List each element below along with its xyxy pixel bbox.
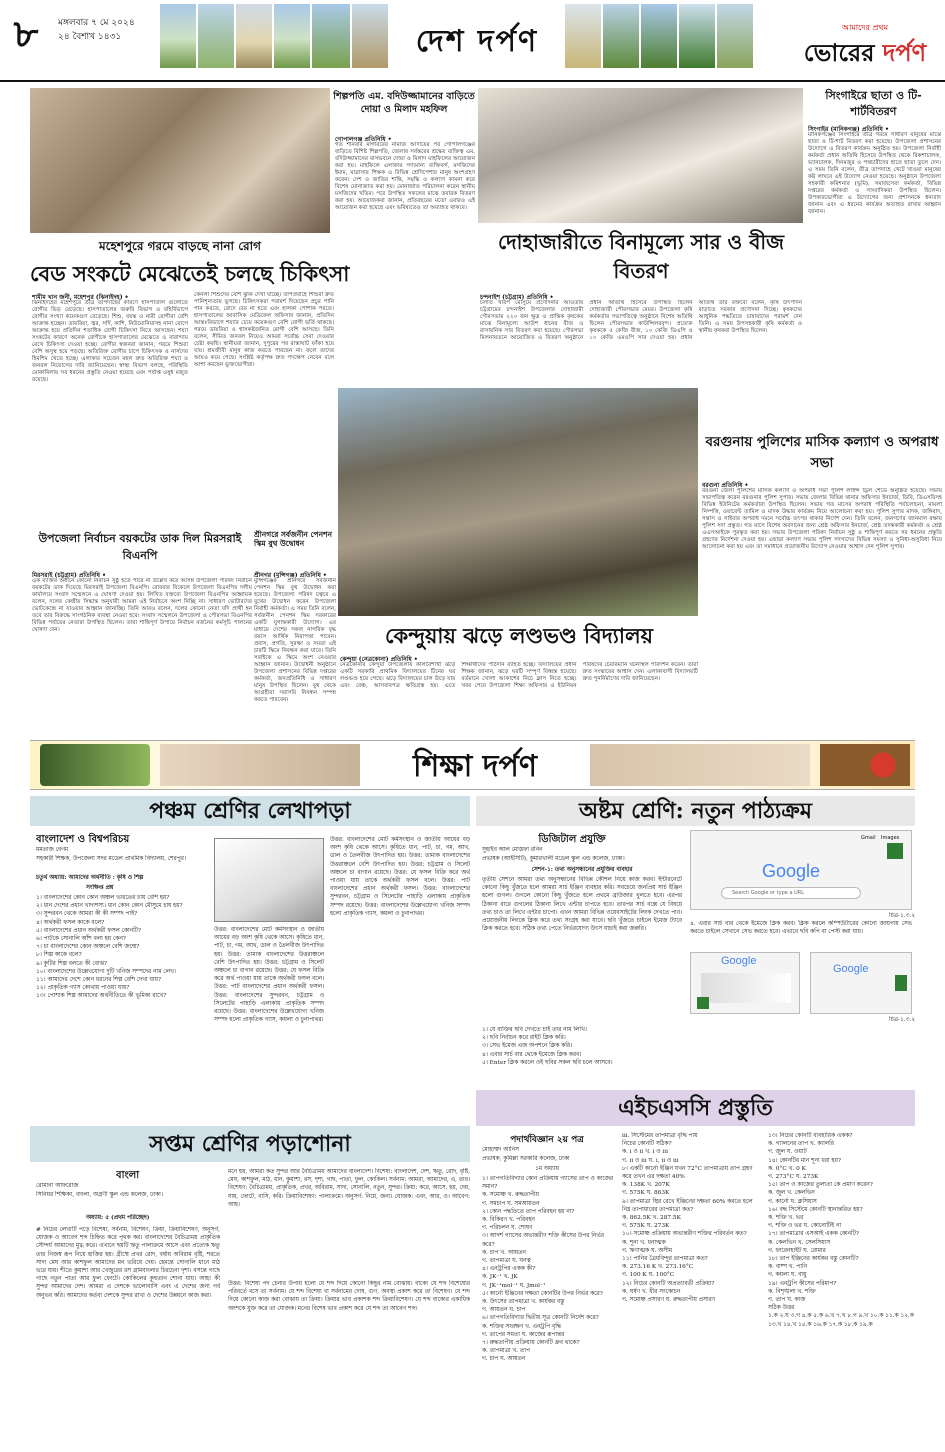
list-item: ক. জুল খ. কেলভিন (768, 1190, 815, 1197)
header-photo (160, 4, 198, 68)
list-item: ১২। নিচের কোনটি অপ্রত্যাবর্তী প্রক্রিয়া? (622, 1280, 715, 1287)
list-item: গ. সমোষ্ণ প্রসারণ ঘ. রুদ্ধতাপীয় প্রসারণ (622, 1297, 716, 1304)
section-title: দেশ দর্পণ (392, 14, 562, 70)
list-item: ক. শক্তির সংরক্ষণ খ. এনট্রপি বৃদ্ধি (482, 1323, 562, 1330)
list-item: ২। কোন পদ্ধতিতে তাপ পরিবহন হয় না? (482, 1208, 575, 1215)
hsc-teacher: মোহাম্মদ আনিস (482, 1147, 519, 1153)
srinagar-body: মুন্সিগঞ্জের শ্রীনগরে সর্বজনীন পেনশন স্কিম বুথ উদ্বোধন করা হয়েছে। উপজেলা পরিষদ চত্বরে এ বুথের উদ্বোধন করেন উপজেলা নির্বাহী কর্মকর্তা। এ সময় তিনি বলেন, সর্বজনীন পেনশন স্কিম সরকারের একটি যুগান্তকারী উদ্যোগ। এর মাধ্যমে দেশের সকল নাগরিক বৃদ্ধ বয়সে আর্থিক নিরাপত্তা পাবেন। প্রবাস, প্রগতি, সুরক্ষা ও সমতা এই চারটি স্কিমে নিবন্ধন করা যাবে। তিনি সবাইকে এ স্কিমে অংশ নেওয়ার আহ্বান জানান। উদ্বোধনী অনুষ্ঠানে উপজেলা প্রশাসনের বিভিন্ন দপ্তরের কর্মকর্তা, জনপ্রতিনিধি ও সাধারণ মানুষ উপস্থিত ছিলেন। বুথ থেকে আগ্রহীরা সরাসরি নিবন্ধন সম্পন্ন করতে পারবেন। (254, 578, 336, 703)
class7-body2: মনে হয়, আমরা কত সুন্দর আর বৈচিত্র্যময় আমাদের বাংলাদেশ। বিশেষ্য: বাংলাদেশ, দেশ, ঋতু, রোদ, বৃষ্টি, মেঘ, কাশফুল, মাঠ, ধান, কুয়াশা, রস, দৃশ্য, গাছ, পাতা, ফুল, কোকিল। সর্বনাম: আমরা, আমাদের, এ, তার। বিশেষণ: বৈচিত্র্যময়, প্রাকৃতিক, প্রখর, অবিরাম, সাদা, সোনালি, নতুন, সুন্দর। ক্রিয়া: করে, আসে, হয়, দেয়, যায়, ফোটে, বাসি, করি। ক্রিয়াবিশেষণ: পালাক্রমে। অনুসর্গ: নিয়ে, জন্য। যোজক: এবং, আর, ও। আবেগ: আহ। (228, 1169, 470, 1208)
list-item: ক. 0°C খ. 0 K (768, 1165, 806, 1172)
kendua-photo (338, 388, 698, 616)
google-screenshot (690, 830, 912, 910)
fig2-caption: চিত্র-১.৩.২ (889, 1017, 915, 1023)
list-item: ৩। সেভ ইমেজ এজ অপশনে ক্লিক করি। (482, 1043, 573, 1050)
list-item: গ. ঋণাত্মক ঘ. অসীম (622, 1247, 672, 1254)
list-item: গ. তাপ ঘ. কাজ (768, 1297, 806, 1304)
kendua-body: নেত্রকোনার কেন্দুয়া উপজেলায় কালবৈশাখী ঝড়ে একটি সরকারি প্রাথমিক বিদ্যালয়ের টিনের ঘর লণ্ডভণ্ড হয়ে গেছে। ঝড়ে বিদ্যালয়ের চাল উড়ে যায় এবং বেঞ্চ, আসবাবপত্র ক্ষতিগ্রস্ত হয়। এতে শিক্ষার্থীদের পাঠদান ব্যাহত হচ্ছে। বিদ্যালয়ের প্রধান শিক্ষক জানান, ঝড়ে ঘরটি সম্পূর্ণ বিধ্বস্ত হয়েছে। বর্তমানে খোলা আকাশের নিচে ক্লাস নিতে হচ্ছে। খবর পেয়ে উপজেলা শিক্ষা অফিসার ও ইউনিয়ন পরিষদের চেয়ারম্যান ঘটনাস্থল পরিদর্শন করেন। তারা দ্রুত সংস্কারের আশ্বাস দেন। এলাকাবাসী বিদ্যালয়টি দ্রুত পুনর্নির্মাণের দাবি জানিয়েছেন। (340, 662, 698, 689)
class8-title: অষ্টম শ্রেণি: নতুন পাঠ্যক্রম (476, 796, 915, 826)
class8-teacher: সুহাইব আল মোস্তফা রনিন (482, 847, 543, 853)
page-number: ৮ (6, 6, 46, 62)
list-item: ১৮। তাপ ইঞ্জিনের কার্যকর বস্তু কোনটি? (768, 1256, 859, 1263)
class8-body: তৃতীয় সেশনে আমরা তথ্য অনুসন্ধানের বিভিন্ন কৌশল নিয়ে কাজ করব। ইন্টারনেটে কোনো কিছু খুঁজতে হলে আমরা সার্চ ইঞ্জিন ব্যবহার করি। সবচেয়ে জনপ্রিয় সার্চ ইঞ্জিন হলো গুগল। গুগলে কোনো কিছু খুঁজতে হলে প্রথমে ব্রাউজার খুলতে হবে। এরপর ঠিকানা বারে গুগলের ঠিকানা লিখে এন্টার চাপতে হবে। তারপর সার্চ বক্সে যে বিষয়ে তথ্য চাও তা লিখে এন্টার চাপো। এখন আমরা বিভিন্ন ওয়েবসাইটের লিংক দেখতে পাব। প্রয়োজনীয় লিংকে ক্লিক করে তথ্য সংগ্রহ করা যাবে। ছবি খুঁজতে চাইলে ইমেজ ট্যাবে ক্লিক করতে হবে। সঠিক তথ্য পেতে নির্ভরযোগ্য উৎস যাচাই করা জরুরি। (482, 877, 682, 933)
header-photo (352, 4, 390, 68)
dohazari-byline: চন্দনাইশ (চট্টগ্রাম) প্রতিনিধি • (480, 294, 554, 300)
heat-headline: বেড সংকটে মেঝেতেই চলছে চিকিৎসা (30, 261, 350, 286)
heat-byline: শামীম খান জনী, মহেশপুর (ঝিনাইদহ) • (32, 294, 129, 300)
list-item: ১.ক ২.ঘ ৩.গ ৪.ক ৫.ক ৬.খ ৭.খ ৮.গ ৯.খ ১০.ক ১১.ক ১২.ক ১৩.খ ১৪.খ ১৫.ক ১৬.ক ১৭.ক ১৮.ক ১৯.ক (768, 1313, 914, 1328)
list-item: ২। ছবি নির্বাচন করে রাইট ক্লিক করি। (482, 1035, 566, 1042)
class7-body3: উত্তর: বিশেষ্য পদ চেনার উপায় হলো যে শব্দ দিয়ে কোনো কিছুর নাম বোঝায়। বাক্যে যে শব্দ বিশেষ্যের পরিবর্তে বসে তা সর্বনাম। যে শব্দ বিশেষ্য বা সর্বনামের দোষ, গুণ, অবস্থা প্রকাশ করে তা বিশেষণ। যে শব্দ দিয়ে কোনো কাজ করা বোঝায় তা ক্রিয়া। ক্রিয়ার ভাব প্রকাশক শব্দ ক্রিয়াবিশেষণ। যে শব্দ বাক্যের একাধিক অংশকে যুক্ত করে তা যোজক। মনের বিশেষ ভাব প্রকাশ করে যে শব্দ তা আবেগ শব্দ। (228, 1281, 470, 1312)
google-logo: Google (833, 963, 869, 975)
list-item: ১৩। পোশাক শিল্প আমাদের অর্থনীতিতে কী ভূমিকা রাখে? (36, 993, 167, 1000)
list-item: iii. সিস্টেমের তাপমাত্রা বৃদ্ধি পায় (622, 1133, 698, 1139)
list-item: ক. সমোষ্ণ খ. রুদ্ধতাপীয় (482, 1192, 539, 1199)
fig1-caption: চিত্র-১.৩.২ (889, 913, 915, 919)
list-item: সঠিক উত্তর (768, 1305, 795, 1312)
heat-kicker: মহেশপুরে গরমে বাড়ছে নানা রোগ (98, 239, 262, 253)
list-item: ৬। পাটকে সোনালি আঁশ বলা হয় কেন? (36, 936, 126, 943)
list-item: গ. আয়তন ঘ. চাপ (482, 1307, 526, 1314)
doa-headline: শিল্পপতি এম. বদিউজ্জামানের বাড়িতে দোয়া ও মিলাদ মহফিল (333, 91, 475, 115)
hsc-subject: পদার্থবিজ্ঞান ২য় পত্র (510, 1135, 584, 1144)
list-item: গ. JK⁻¹mol⁻¹ ঘ. Jmol⁻¹ (482, 1282, 546, 1289)
list-item: ১৫। তাপ ও কাজের তুল্যতা কে প্রমাণ করেন? (768, 1182, 873, 1189)
list-item: ১২। প্রাকৃতিক গ্যাস কোথায় পাওয়া যায়? (36, 985, 130, 992)
list-item: ৫। কার্নো ইঞ্জিনের দক্ষতা কোনটির উপর নির্ভর করে? (482, 1290, 603, 1297)
date-gregorian: মঙ্গলবার ৭ মে ২০২৪ (58, 18, 135, 28)
barguna-headline: বরগুনায় পুলিশের মাসিক কল্যাণ ও অপরাধ সভা (705, 434, 939, 471)
logo-tagline: আমাদের প্রথম (841, 23, 889, 32)
list-item: ক. 862.5K খ. 287.5K (622, 1215, 681, 1222)
google-search-box: Search Google or type a URL (721, 887, 861, 899)
list-item: ১৪। কোনটির মান শূন্য ধরা হয়? (768, 1157, 841, 1164)
header-photo (236, 4, 274, 68)
list-item: গ. পরিচলন ঘ. শোষণ (482, 1225, 533, 1232)
srinagar-byline: শ্রীনগর (মুন্সিগঞ্জ) প্রতিনিধি • (254, 572, 327, 578)
hsc-col2 (622, 1132, 762, 1446)
list-item: গ. জুল ঘ. ওয়াট (768, 1149, 807, 1156)
newspaper-logo (790, 22, 940, 66)
list-item: ৩। সুন্দরবন থেকে আমরা কী কী সম্পদ পাই? (36, 911, 138, 918)
singair-body: মানিকগঞ্জের সিংগাইরে তীব্র গরমে সাধারণ মানুষের মাঝে ছাতা ও টি-শার্ট বিতরণ করা হয়েছে। উপজেলা প্রশাসনের উদ্যোগে এ বিতরণ কার্যক্রম অনুষ্ঠিত হয়। উপজেলা নির্বাহী কর্মকর্তা প্রধান অতিথি হিসেবে উপস্থিত থেকে রিকশাচালক, ভ্যানচালক, দিনমজুর ও পথচারীদের হাতে ছাতা তুলে দেন। এ সময় তিনি বলেন, তীব্র তাপদাহে খেটে খাওয়া মানুষের কষ্ট লাঘবে এই উদ্যোগ নেওয়া হয়েছে। অনুষ্ঠানে উপজেলা সহকারী কমিশনার (ভূমি), সমাজসেবা কর্মকর্তা, বিভিন্ন দপ্তরের কর্মকর্তা ও সাংবাদিকরা উপস্থিত ছিলেন। উপকারভোগীরা এ উদ্যোগের জন্য প্রশাসনকে ধন্যবাদ জানান এবং এ ধরনের কার্যক্রম অব্যাহত রাখার আহ্বান জানান। (808, 132, 941, 215)
list-item: ক. ঘর্ষণ খ. ধীর সংকোচন (622, 1288, 681, 1295)
hospital-photo (30, 88, 330, 233)
header-photo (679, 4, 717, 68)
images-link: Images (881, 835, 900, 841)
heat-body-col2: কেনলা শিশুদের বেশি ঝুঁকি দেখা যাচ্ছে। তাপপ্রবাহে শিশুরা দ্রুত পানিশূন্যতায় ভুগছে। চিকিৎসকরা পরামর্শ দিয়েছেন প্রচুর পানি পান করতে, রোদে বের না হতে এবং হালকা পোশাক পরতে। হাসপাতালের আবাসিক মেডিকেল অফিসার জানান, প্রতিদিন আন্তঃবিভাগে শয্যার চেয়ে কয়েকগুণ বেশি রোগী ভর্তি থাকছে। গরমে ডায়রিয়া ও শ্বাসকষ্টজনিত রোগী বেশি আসছে। তিনি বলেন, সীমিত জনবল নিয়েও আমরা সর্বোচ্চ সেবা দেওয়ার চেষ্টা করছি। স্থানীয়রা জানান, দুপুরের পর রাস্তাঘাট ফাঁকা হয়ে যায়। শ্রমজীবী মানুষ কাজ করতে পারছেন না। ফলে তাদের আয়ও কমে গেছে। সংশ্লিষ্ট কর্তৃপক্ষ দ্রুত পদক্ষেপ নেবেন বলে আশা করছেন ভুক্তভোগীরা। (194, 292, 334, 368)
list-item: ১০। বাংলাদেশের উল্লেখযোগ্য দুটি খনিজ সম্পদের নাম লেখ। (36, 968, 176, 975)
class8-section: সেশন-১: তথ্য অনুসন্ধানের প্রযুক্তির ব্যবহার (531, 867, 633, 873)
heat-body-col1: ঝিনাইদহের মহেশপুরে তীব্র তাপদাহের কারণে হাসপাতাল গুলোতে রোগীর ভিড় বেড়েছে। হাসপাতালের জরুরি বিভাগ ও বহির্বিভাগে রোগীর সংখ্যা কয়েকগুণ বেড়েছে। শিশু, বয়স্ক ও নারী রোগীরা বেশি আক্রান্ত হচ্ছেন। ডায়রিয়া, জ্বর, সর্দি, কাশি, নিউমোনিয়াসহ নানা রোগে আক্রান্ত হয়ে প্রতিদিন শতাধিক রোগী চিকিৎসা নিতে আসছেন। শয্যা সংকটের কারণে অনেক রোগীকে হাসপাতালের মেঝেতে ও বারান্দায় রেখে চিকিৎসা দেওয়া হচ্ছে। রোগীর স্বজনরা জানান, গরমে শিশুরা বেশি অসুস্থ হয়ে পড়ছে। অতিরিক্ত রোগীর চাপে চিকিৎসক ও নার্সদের হিমশিম খেতে হচ্ছে। এলাকার সচেতন মহল দ্রুত অতিরিক্ত শয্যা ও জনবল নিয়োগের দাবি জানিয়েছেন। স্বাস্থ্য বিভাগ বলছে, পরিস্থিতি মোকাবিলায় সব ধরনের প্রস্তুতি নেওয়া হয়েছে এবং পর্যাপ্ত ওষুধ মজুত রয়েছে। (32, 300, 188, 383)
dohazari-photo (478, 88, 803, 223)
class5-section: সংক্ষিপ্ত প্রশ্ন (86, 885, 114, 891)
class5-chapter: চতুর্থ অধ্যায়: আমাদের অর্থনীতি : কৃষি ও শিল্প (36, 875, 144, 881)
apple-books-icon (820, 744, 910, 786)
class5-answers-col2: উত্তর: বাংলাদেশের মোট কর্মসংস্থান ও জাতীয় আয়ের বড় অংশ কৃষি থেকে আসে। কৃষিতে ধান, পাট, চা, গম, আখ, ডাল ও তৈলবীজ উৎপাদিত হয়। উত্তর: তামাক বাংলাদেশের উত্তরাঞ্চলে বেশি উৎপাদিত হয়। উত্তর: চট্টগ্রাম ও সিলেট অঞ্চলে চা বাগান রয়েছে। উত্তর: যে ফসল বিক্রি করে অর্থ পাওয়া যায় তাকে অর্থকরী ফসল বলে। উত্তর: পাট বাংলাদেশের প্রধান অর্থকরী ফসল। উত্তর: বাংলাদেশের সুন্দরবন, চট্টগ্রাম ও সিলেটের পাহাড়ি এলাকায় প্রাকৃতিক সম্পদ রয়েছে। উত্তর: বাংলাদেশের উল্লেখযোগ্য খনিজ সম্পদ হলো প্রাকৃতিক গ্যাস, কয়লা ও চুনাপাথর। (214, 927, 324, 1024)
list-item: ৪। এনট্রপির একক কী? (482, 1266, 536, 1273)
list-item: ক. কেলভিন খ. সেলসিয়াস (768, 1239, 831, 1246)
class7-title: সপ্তম শ্রেণির পড়াশোনা (30, 1126, 470, 1162)
list-item: গ. কার্নো ঘ. ক্লসিয়াস (768, 1198, 817, 1205)
class5-questions (36, 894, 206, 1134)
class7-designation: সিনিয়র শিক্ষিকা, বাংলা, অগ্রণী স্কুল এন্ড কলেজ, ঢাকা। (36, 1192, 163, 1198)
page-header (0, 0, 945, 82)
list-item: গ. 100 K ঘ. 100°C (622, 1272, 675, 1279)
google-logo: Google (761, 861, 821, 881)
class5-subject: বাংলাদেশ ও বিশ্বপরিচয় (36, 834, 130, 844)
google-logo: Google (721, 955, 757, 967)
header-photo (717, 4, 755, 68)
list-item: গ. ফারেনহাইট ঘ. রোমার (768, 1247, 826, 1254)
search-results (701, 973, 791, 1003)
list-item: ক. 138K খ. 207K (622, 1182, 670, 1189)
mirsarai-body: এক ব্যক্তির অধীনে কোনো নির্বাচন সুষ্ঠু হতে পারে না উল্লেখ করে আসন্ন উপজেলা পরিষদ নির্বাচন বয়কটের ডাক দিয়েছে মিরসরাই উপজেলা বিএনপি। রোববার বিকেলে উপজেলা বিএনপির দলীয় কার্যালয়ে সংবাদ সম্মেলনে এ ঘোষণা দেওয়া হয়। লিখিত বক্তব্যে উপজেলা বিএনপির আহ্বায়ক বলেন, দলের কেন্দ্রীয় সিদ্ধান্ত অনুযায়ী আমরা এই নির্বাচনে অংশ নিচ্ছি না। সাধারণ ভোটারদের ভোটকেন্দ্রে না যাওয়ার আহ্বান জানাচ্ছি। তিনি আরও বলেন, দলের কোনো নেতা যদি প্রার্থী হন তবে তার বিরুদ্ধে সাংগঠনিক ব্যবস্থা নেওয়া হবে। সংবাদ সম্মেলনে উপজেলা ও পৌরসভা বিএনপির বিভিন্ন পর্যায়ের নেতারা উপস্থিত ছিলেন। তারা শান্তিপূর্ণ উপায়ে নির্বাচন বর্জনের কর্মসূচি পালনের ঘোষণা দেন। (32, 578, 252, 633)
header-photo (274, 4, 312, 68)
list-item: ১৬। বদ্ধ সিস্টেমে কোনটি স্থানান্তরিত হয়? (768, 1206, 863, 1213)
arrow-down-icon (895, 975, 907, 991)
list-item: ক. i ও ii খ. i ও iii (622, 1149, 668, 1156)
header-photo (312, 4, 352, 68)
singair-headline: সিংগাইরে ছাতা ও টি-শার্টবিতরণ (825, 89, 922, 118)
list-item: ৯। কুটির শিল্প বলতে কী বোঝ? (36, 960, 108, 967)
list-item: ৮। শিল্প কাকে বলে? (36, 952, 82, 959)
class8-designation: প্রভাষক (আইসিটি), কুমারখালী মডেল স্কুল এন্ড কলেজ, ঢাকা। (482, 856, 625, 862)
list-item: গ. কয়লা ঘ. বায়ু (768, 1272, 807, 1279)
mirsarai-byline: মিরসরাই (চট্টগ্রাম) প্রতিনিধি • (32, 572, 106, 578)
hsc-designation: প্রভাষক, কুমিল্লা সরকারি কলেজ, ঢাকা (482, 1156, 570, 1162)
date-bengali: ২৪ বৈশাখ ১৪৩১ (58, 32, 122, 42)
barguna-body: বরগুনা জেলা পুলিশের মাসিক কল্যাণ ও অপরাধ সভা পুলিশ লাইন্স ড্রিল শেডে অনুষ্ঠিত হয়েছে। সভায় সভাপতিত্ব করেন বরগুনার পুলিশ সুপার। সভায় জেলার বিভিন্ন থানার অফিসার ইনচার্জ, ডিবি, ডিএসবিসহ বিভিন্ন ইউনিটের কর্মকর্তারা উপস্থিত ছিলেন। সভায় গত মাসের অপরাধ পরিস্থিতি পর্যালোচনা, মামলা নিষ্পত্তি, ওয়ারেন্ট তামিল ও মাদক উদ্ধার কার্যক্রম নিয়ে আলোচনা করা হয়। পুলিশ সুপার মাদক, জঙ্গিবাদ, সন্ত্রাস ও সাইবার অপরাধ দমনে সর্বোচ্চ তৎপর থাকার নির্দেশ দেন। তিনি বলেন, জনগণের জানমাল রক্ষায় পুলিশ সদা প্রস্তুত। গত মাসে বিশেষ অবদানের জন্য শ্রেষ্ঠ অফিসার ইনচার্জ, শ্রেষ্ঠ তদন্তকারী কর্মকর্তা ও শ্রেষ্ঠ এএসআইকে পুরস্কৃত করা হয়। সভায় উপজেলা পরিষদ নির্বাচন সুষ্ঠু ও শান্তিপূর্ণ করতে সব ধরনের প্রস্তুতি গ্রহণের নির্দেশনা দেওয়া হয়। এছাড়া কল্যাণ সভায় পুলিশ সদস্যদের বিভিন্ন সমস্যা ও সুবিধা-অসুবিধা নিয়ে আলোচনা করা হয় এবং তা সমাধানে প্রয়োজনীয় উদ্যোগ নেওয়ার আশ্বাস দেন পুলিশ সুপার। (702, 488, 942, 550)
list-item: ১। যে ব্যক্তির ছবি দেখতে চাই তার নাম লিখি। (482, 1027, 587, 1033)
list-item: ৭। রুদ্ধতাপীয় প্রক্রিয়ায় কোনটি ধ্রুব থাকে? (482, 1340, 580, 1347)
barguna-byline: বরগুনা প্রতিনিধি • (702, 482, 749, 488)
class5-answers-col3: উত্তর: বাংলাদেশের মোট কর্মসংস্থান ও জাতীয় আয়ের বড় অংশ কৃষি থেকে আসে। কৃষিতে ধান, পাট, চা, গম, আখ, ডাল ও তৈলবীজ উৎপাদিত হয়। উত্তর: তামাক বাংলাদেশের উত্তরাঞ্চলে বেশি উৎপাদিত হয়। উত্তর: চট্টগ্রাম ও সিলেট অঞ্চলে চা বাগান রয়েছে। উত্তর: যে ফসল বিক্রি করে অর্থ পাওয়া যায় তাকে অর্থকরী ফসল বলে। উত্তর: পাট বাংলাদেশের প্রধান অর্থকরী ফসল। উত্তর: বাংলাদেশের সুন্দরবন, চট্টগ্রাম ও সিলেটের পাহাড়ি এলাকায় প্রাকৃতিক সম্পদ রয়েছে। উত্তর: বাংলাদেশের উল্লেখযোগ্য খনিজ সম্পদ হলো প্রাকৃতিক গ্যাস, কয়লা ও চুনাপাথর। (330, 837, 470, 917)
class8-steps (482, 1026, 682, 1086)
kendua-headline: কেন্দুয়ায় ঝড়ে লণ্ডভণ্ড বিদ্যালয় (385, 623, 653, 648)
list-item: ক. তাপমাত্রা খ. তাপ (482, 1348, 530, 1355)
arrow-down-icon (697, 997, 709, 1009)
list-item: ১। বাংলাদেশের কোন কোন অঞ্চল ভারতের চায় বেশি হয়? (36, 895, 170, 901)
header-photo (198, 4, 236, 68)
list-item: গ. 575K ঘ. 863K (622, 1190, 670, 1197)
logo-wordmark (790, 35, 940, 66)
list-item: ক. উৎসের তাপমাত্রা খ. কার্যকর বস্তু (482, 1299, 565, 1306)
list-item: গ. শক্তি ও ভর ঘ. কোনোটিই না (768, 1223, 842, 1230)
google-images-screenshot (810, 952, 912, 1014)
list-item: ৩। আদর্শ গ্যাসের অভ্যন্তরীণ শক্তি কীসের উপর নির্ভর করে? (482, 1233, 604, 1248)
list-item: ২। ধান দেশের প্রধান খাদ্যশস্য। ধান কোন কোন মৌসুমে চাষ হয়? (36, 903, 183, 910)
list-item: ৪। এবার সার্চ বার থেকে ইমেজে ক্লিক করব। (482, 1051, 582, 1058)
student-sketch-image (214, 838, 324, 922)
gmail-link: Gmail (861, 835, 876, 841)
class5-designation: সহকারী শিক্ষক, উপজেলা সদর মডেল প্রাথমিক বিদ্যালয়, শেরপুর। (36, 856, 186, 862)
class8-caption-right: ৪. এবার সার্চ বার থেকে ইমেজে ক্লিক করব। ক্লিক করলে কম্পিউটারের কোনো জায়গায় সেভ করতে চাইলে সেখানে সেভ করতে হবে। এভাবে ছবি কপি বা পেস্ট করা যায়। (690, 921, 912, 936)
list-item: ৫। বাংলাদেশের প্রধান অর্থকরী ফসল কোনটি? (36, 927, 142, 934)
header-photo (603, 4, 641, 68)
class5-teacher: মমতাজ বেগম (36, 847, 69, 853)
list-item: ১৭। তাপমাত্রার এসআই একক কোনটি? (768, 1231, 859, 1238)
list-item: ক. বিশৃঙ্খলা খ. শক্তি (768, 1288, 816, 1295)
list-item: ১১। পানির ত্রৈধবিন্দুর তাপমাত্রা কত? (622, 1256, 708, 1263)
singair-byline: সিংগাইর (মানিকগঞ্জ) প্রতিনিধি • (808, 126, 889, 132)
doa-body: গত শনিবার মাগরিবের নামাজ আদায়ের পর গোপালগঞ্জের বাড়িতে বিশিষ্ট শিল্পপতি, জেলার সর্বস্তরের শ্রদ্ধেয় ব্যক্তিত্ব এম. বদিউজ্জামানের বাসভবনে দোয়া ও মিলাদ মাহফিলের আয়োজন করা হয়। মাহফিলে এলাকার গণ্যমান্য ব্যক্তিবর্গ, মসজিদের ইমাম, মাদ্রাসার শিক্ষক ও বিভিন্ন শ্রেণিপেশার মানুষ অংশগ্রহণ করেন। দেশ ও জাতির শান্তি, সমৃদ্ধি ও কল্যাণ কামনা করে বিশেষ মোনাজাত করা হয়। মোনাজাত পরিচালনা করেন স্থানীয় মসজিদের খতিব। পরে উপস্থিত সকলের মাঝে তবারক বিতরণ করা হয়। আয়োজকরা জানান, প্রতিবছরের মতো এবারও এই আয়োজন করা হয়েছে এবং ভবিষ্যতেও তা অব্যাহত থাকবে। (335, 142, 475, 211)
header-photo (565, 4, 603, 68)
list-item: ৮। একটি কার্নো ইঞ্জিন যখন 72°C তাপমাত্রায় তাপ গ্রহণ করে তখন এর দক্ষতা 40% (622, 1165, 753, 1181)
list-item: ৬। তাপগতিবিদ্যার দ্বিতীয় সূত্র কোনটি নির্দেশ করে? (482, 1315, 599, 1322)
list-item: ক. JK⁻¹ খ. JK (482, 1274, 518, 1281)
list-item: ১০। সমোষ্ণ প্রক্রিয়ায় অভ্যন্তরীণ শক্তির পরিবর্তন কত? (622, 1231, 747, 1238)
class7-body1: # নিচের লেখাটি পড়ে বিশেষ্য, সর্বনাম, বিশেষণ, ক্রিয়া, ক্রিয়াবিশেষণ, অনুসর্গ, যোজক ও আবেগ শব্দ চিহ্নিত করে পৃথক কর। বাংলাদেশের বৈচিত্র্যময় প্রাকৃতিক সৌন্দর্য আমাদের মুগ্ধ করে। এখানে ছয়টি ঋতু পালাক্রমে আসে এবং প্রত্যেক ঋতু তার নিজস্ব রূপ নিয়ে হাজির হয়। গ্রীষ্মে প্রখর রোদ, বর্ষায় অবিরাম বৃষ্টি, শরতে সাদা মেঘ আর কাশফুল আমাদের মন ভরিয়ে দেয়। হেমন্তে সোনালি ধানে মাঠ ভরে যায়। শীতে কুয়াশা আর খেজুরের রস গ্রামবাংলার চিরচেনা দৃশ্য। বসন্তে গাছে গাছে নতুন পাতা আর ফুল ফোটে। কোকিলের কুহুতান শোনা যায়। আহ! কী সুন্দর আমাদের দেশ। আমরা এ দেশকে ভালোবাসি এবং এ দেশের জন্য গর্ব অনুভব করি। আমাদের কর্তব্য দেশকে সুন্দর রাখা ও দেশের উন্নয়নে কাজ করা। (36, 1227, 220, 1299)
logo-part-1: ভোরের (803, 38, 875, 66)
dohazari-body: চলতি খরিপ মৌসুমে প্রণোদনার আওতায় চট্টগ্রামের চন্দনাইশ উপজেলার দোহাজারী পৌরসভায় ২২০ জন ক্ষুদ্র ও প্রান্তিক কৃষকের মাঝে বিনামূল্যে আউশ ধানের বীজ ও রাসায়নিক সার বিতরণ করা হয়েছে। পৌরসভা মিলনায়তনে আয়োজিত এ বিতরণ অনুষ্ঠানে প্রধান অতিথি হিসেবে উপস্থিত ছিলেন দোহাজারী পৌরসভার মেয়র। উপজেলা কৃষি কর্মকর্তার সভাপতিত্বে অনুষ্ঠানে বিশেষ অতিথি ছিলেন পৌরসভার কাউন্সিলরবৃন্দ। প্রত্যেক কৃষককে ৫ কেজি বীজ, ১০ কেজি ডিএপি ও ১০ কেজি এমওপি সার দেওয়া হয়। প্রধান অতিথি তার বক্তব্যে বলেন, কৃষি উৎপাদন বাড়াতে সরকার প্রণোদনা দিচ্ছে। কৃষকদের আধুনিক পদ্ধতিতে চাষাবাদের পরামর্শ দেন তিনি। এ সময় উপসহকারী কৃষি কর্মকর্তা ও স্থানীয় কৃষকরা উপস্থিত ছিলেন। (480, 300, 802, 341)
list-item: গ. ii ও iii ঘ. i, ii ও iii (622, 1157, 679, 1164)
doa-byline: গোপালগঞ্জ প্রতিনিধি • (335, 136, 392, 142)
graduation-cap-icon (40, 744, 150, 786)
students-photo (590, 744, 810, 786)
list-item: ১। তাপগতিবিদ্যার কোন প্রক্রিয়ায় গ্যাসের তাপ ও কাজের সমান? (482, 1176, 614, 1191)
hsc-col3 (768, 1132, 914, 1446)
google-results-screenshot (690, 952, 800, 1014)
list-item: গ. 575K ঘ. 273K (622, 1223, 670, 1230)
class7-subject: বাংলা (116, 1170, 140, 1180)
list-item: গ. 273°C ঘ. 273K (768, 1174, 819, 1181)
list-item: ক. শূন্য খ. ধনাত্মক (622, 1239, 666, 1246)
students-photo (160, 744, 360, 786)
list-item: গ. সমচাপ ঘ. সমআয়তন (482, 1200, 540, 1207)
list-item: ১১। আমাদের দেশে কোন ধরনের শিল্প বেশি দেখা যায়? (36, 977, 162, 984)
list-item: ক. শক্তি খ. ভর (768, 1215, 804, 1222)
list-item: ৭। চা বাংলাদেশের কোন অঞ্চলে বেশি জন্মে? (36, 944, 140, 951)
class7-teacher: রোমানা আফরোজ (36, 1183, 79, 1189)
logo-part-2: দর্পণ (882, 38, 927, 66)
list-item: ক. বিকিরণ খ. পরিবহন (482, 1217, 535, 1224)
srinagar-headline: শ্রীনগরে সর্বজনীন পেনশন স্কিম বুথ উদ্বোধন (254, 530, 333, 548)
list-item: ক. বাষ্প খ. পানি (768, 1264, 808, 1271)
list-item: ৫। Enter ক্লিক করলে ওই ছবির সকল ছবি চলে আসবে। (482, 1059, 613, 1066)
issue-date (58, 16, 153, 56)
list-item: গ. তাপের সমতা ঘ. কাজের রূপান্তর (482, 1331, 565, 1338)
list-item: নিচের কোনটি সঠিক? (622, 1141, 672, 1148)
header-rule (0, 80, 945, 82)
list-item: ১৩। নিচের কোনটি ব্যবহারিক একক? (768, 1133, 853, 1139)
list-item: গ. তাপমাত্রা ঘ. ঘনত্ব (482, 1258, 531, 1265)
class7-chapter: অধ্যায়: ৫ (প্রথম পরিচ্ছেদ) (86, 1215, 150, 1221)
hsc-col1 (482, 1175, 617, 1445)
dohazari-headline: দোহাজারীতে বিনামূল্যে সার ও বীজ বিতরণ (498, 230, 784, 283)
header-photo (641, 4, 679, 68)
list-item: ৪। অর্থকরী ফসল কাকে বলে? (36, 919, 105, 926)
list-item: ৯। তাপমাত্রা স্থির রেখে ইঞ্জিনের দক্ষতা 60% করতে হলে নিম্ন তাপাধারের তাপমাত্রা কত? (622, 1198, 753, 1213)
kendua-byline: কেন্দুয়া (নেত্রকোনা) প্রতিনিধি • (340, 656, 418, 662)
list-item: ১৯। এনট্রপি কীসের পরিমাপ? (768, 1280, 837, 1287)
class8-subject: ডিজিটাল প্রযুক্তি (538, 834, 606, 844)
mirsarai-headline: উপজেলা নির্বাচন বয়কটের ডাক দিল মিরসরাই বিএনপি (38, 532, 242, 562)
list-item: গ. চাপ ঘ. আয়তন (482, 1356, 526, 1363)
education-title: শিক্ষা দর্পণ (412, 749, 538, 784)
hsc-chapter: ১ম অধ্যায় (535, 1166, 559, 1172)
list-item: ক. চাপ খ. আয়তন (482, 1249, 526, 1256)
hsc-title: এইচএসসি প্রস্তুতি (476, 1090, 915, 1126)
list-item: ক. গ্যালনের তাপ খ. ক্যালরি (768, 1141, 834, 1148)
class5-title: পঞ্চম শ্রেণির লেখাপড়া (30, 796, 470, 826)
list-item: ক. 273.16 K খ. 273.16°C (622, 1264, 694, 1271)
arrow-up-icon (887, 843, 903, 859)
